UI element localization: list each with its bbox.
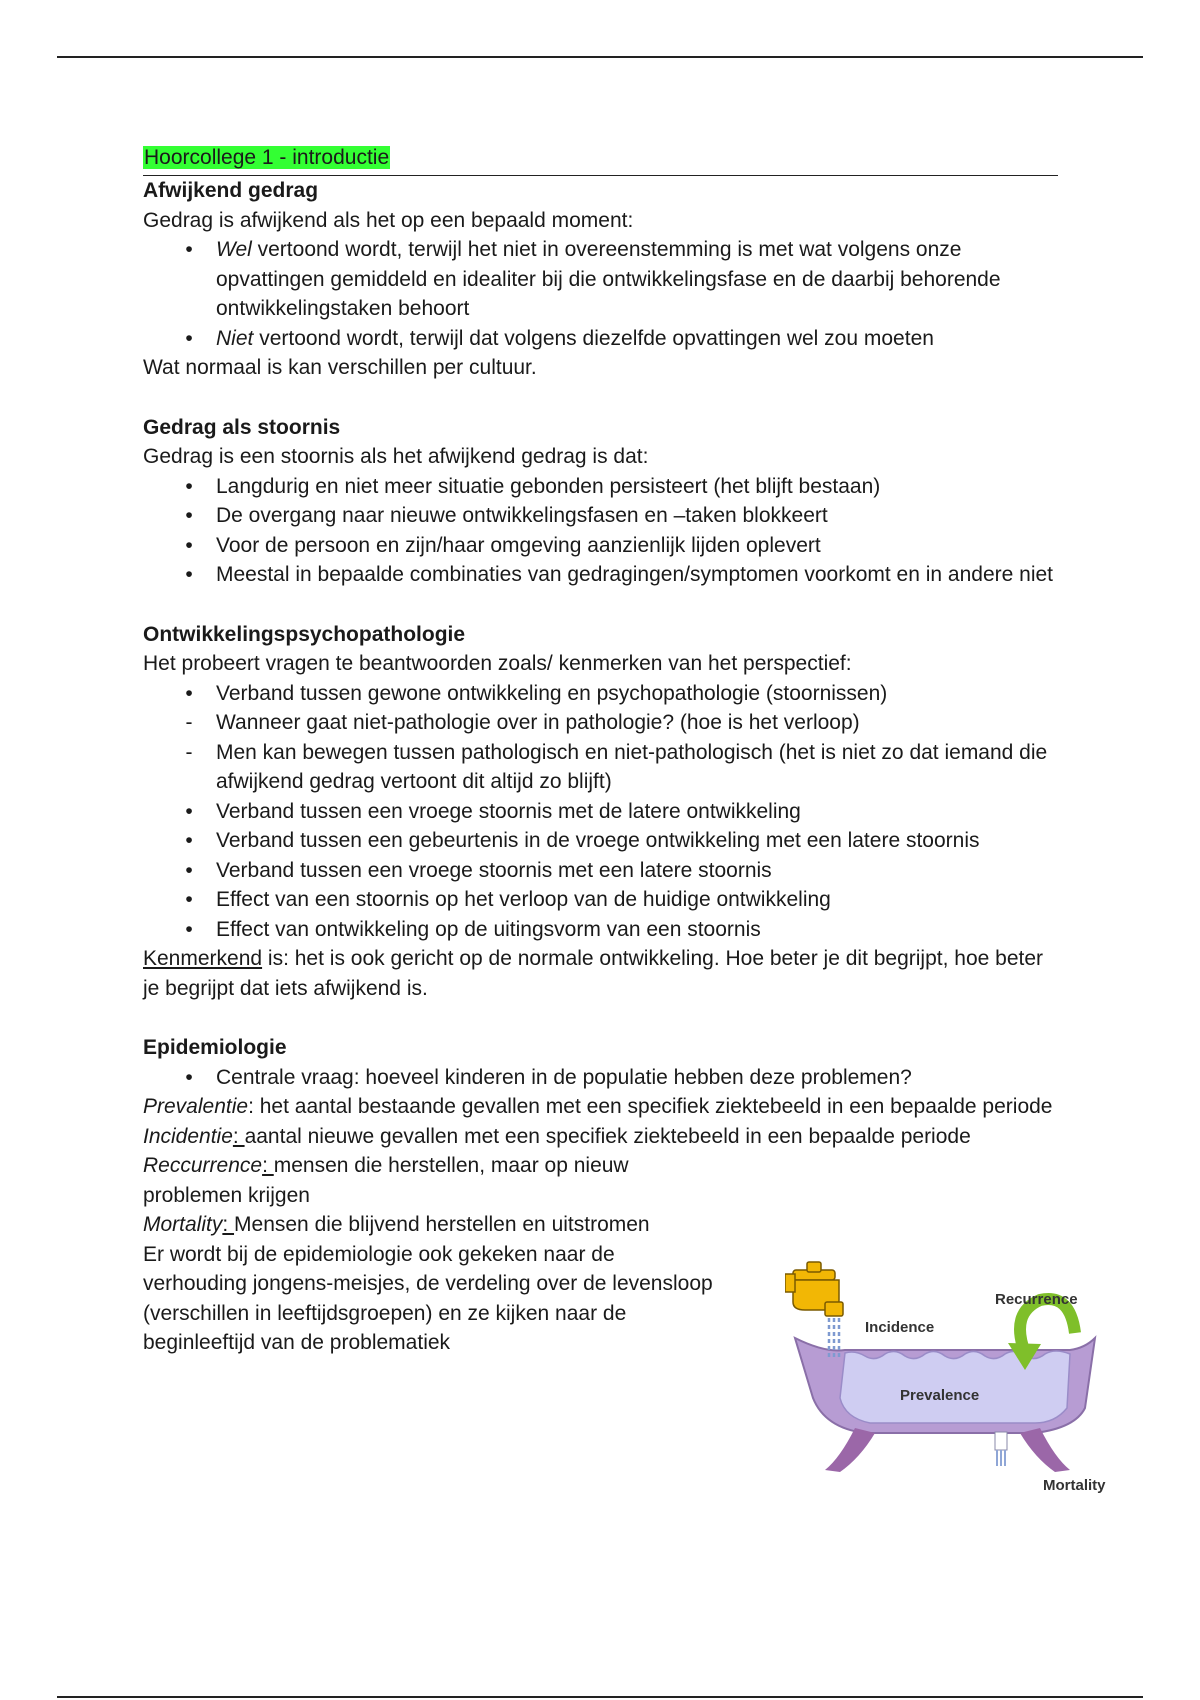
item-text: vertoond wordt, terwijl het niet in overeenstemming is met wat volgens onze opvattingen gemiddeld en idealiter bij die ontwikkelingsfase en de daarbij behorende ontwikkelingstaken behoort bbox=[216, 238, 1001, 320]
list-afwijkend bbox=[143, 235, 1058, 353]
prevalence-label: Prevalence bbox=[900, 1387, 980, 1404]
definition-text: aantal nieuwe gevallen met een specifiek ziektebeeld in een bepaalde periode bbox=[244, 1124, 971, 1148]
outro-afwijkend: Wat normaal is kan verschillen per cultuur. bbox=[143, 356, 537, 379]
bullet-marker: • bbox=[185, 799, 193, 823]
item-text: Effect van ontwikkeling op de uitingsvorm van een stoornis bbox=[216, 917, 761, 941]
bullet-marker: • bbox=[185, 681, 193, 705]
definition-sep: : bbox=[232, 1124, 245, 1148]
item-text: Wanneer gaat niet-pathologie over in pathologie? (hoe is het verloop) bbox=[216, 711, 860, 734]
heading-epidemiologie: Epidemiologie bbox=[143, 1036, 287, 1059]
list-item bbox=[143, 679, 1058, 709]
intro-stoornis: Gedrag is een stoornis als het afwijkend gedrag is dat: bbox=[143, 445, 649, 468]
definition-incidentie bbox=[143, 1122, 1058, 1152]
item-text: Voor de persoon en zijn/haar omgeving aanzienlijk lijden oplevert bbox=[216, 533, 821, 557]
item-text: Effect van een stoornis op het verloop van de huidige ontwikkeling bbox=[216, 888, 831, 911]
heading-ontwikkelingspsychopathologie: Ontwikkelingspsychopathologie bbox=[143, 622, 466, 646]
list-item bbox=[143, 531, 1058, 561]
list-stoornis bbox=[143, 472, 1058, 590]
bullet-marker: • bbox=[185, 504, 193, 527]
list-item bbox=[143, 324, 1058, 354]
item-text: Verband tussen een vroege stoornis met een latere stoornis bbox=[216, 858, 772, 882]
bullet-marker: • bbox=[185, 917, 193, 941]
definition-term: Prevalentie bbox=[143, 1095, 249, 1118]
mortality-label: Mortality bbox=[1043, 1477, 1106, 1494]
list-item bbox=[143, 472, 1058, 502]
outro-ontwikkeling bbox=[143, 944, 1058, 1003]
list-item bbox=[143, 501, 1058, 531]
definition-sep: : bbox=[222, 1213, 235, 1236]
definition-sep: : bbox=[262, 1154, 274, 1177]
intro-ontwikkeling: Het probeert vragen te beantwoorden zoals/ kenmerken van het perspectief: bbox=[143, 652, 852, 675]
document-page bbox=[143, 143, 1058, 1358]
definition-text: mensen die herstellen, maar op nieuw problemen krijgen bbox=[143, 1154, 629, 1207]
item-text: Verband tussen gewone ontwikkeling en psychopathologie (stoornissen) bbox=[216, 681, 888, 705]
title-line bbox=[143, 143, 1058, 176]
bullet-marker: • bbox=[185, 533, 193, 557]
definition-term: Reccurrence bbox=[143, 1154, 263, 1177]
kenmerkend-term: Kenmerkend bbox=[143, 947, 263, 970]
definition-sep: : bbox=[248, 1095, 254, 1118]
list-item bbox=[143, 235, 1058, 324]
definition-mortality bbox=[143, 1210, 723, 1240]
item-text: Meestal in bepaalde combinaties van gedragingen/symptomen voorkomt en in andere niet bbox=[216, 563, 1054, 586]
list-ontwikkeling bbox=[143, 679, 1058, 945]
drain-stream bbox=[997, 1450, 1005, 1466]
item-lead: Wel bbox=[216, 238, 252, 261]
list-item bbox=[143, 738, 1058, 797]
drain bbox=[995, 1432, 1007, 1450]
kenmerkend-text: is: het is ook gericht op de normale ontwikkeling. Hoe beter je dit begrijpt, hoe beter je begrijpt dat iets afwijkend is. bbox=[143, 947, 1044, 1000]
list-item bbox=[143, 1063, 1058, 1093]
item-lead: Niet bbox=[216, 326, 254, 350]
list-item bbox=[143, 885, 1058, 915]
bullet-marker: • bbox=[185, 829, 193, 852]
list-item bbox=[143, 797, 1058, 827]
recurrence-label: Recurrence bbox=[995, 1291, 1078, 1308]
item-text: Verband tussen een vroege stoornis met de latere ontwikkeling bbox=[216, 799, 801, 823]
item-text: Centrale vraag: hoeveel kinderen in de populatie hebben deze problemen? bbox=[216, 1065, 912, 1089]
bullet-marker: • bbox=[185, 858, 193, 882]
bathtub-diagram bbox=[785, 1258, 1125, 1498]
bottom-rule bbox=[57, 1696, 1143, 1698]
list-item bbox=[143, 560, 1058, 590]
item-text: Men kan bewegen tussen pathologisch en niet-pathologisch (het is niet zo dat iemand die afwijkend gedrag vertoont dit altijd zo blijft) bbox=[216, 740, 1048, 793]
item-text: Verband tussen een gebeurtenis in de vroege ontwikkeling met een latere stoornis bbox=[216, 829, 980, 852]
bullet-marker: • bbox=[185, 563, 193, 586]
intro-afwijkend: Gedrag is afwijkend als het op een bepaald moment: bbox=[143, 208, 634, 232]
bullet-marker: • bbox=[185, 474, 193, 498]
heading-afwijkend-gedrag: Afwijkend gedrag bbox=[143, 179, 319, 202]
outro-epidemiologie: Er wordt bij de epidemiologie ook gekeken naar de verhouding jongens-meisjes, de verdeling over de levensloop (verschillen in leeftijdsgroepen) en ze kijken naar de beginleeftijd van de problematiek bbox=[143, 1242, 713, 1354]
item-text: De overgang naar nieuwe ontwikkelingsfasen en –taken blokkeert bbox=[216, 504, 828, 527]
list-item bbox=[143, 826, 1058, 856]
incidence-label: Incidence bbox=[865, 1319, 935, 1336]
list-epidemiologie bbox=[143, 1063, 1058, 1093]
definition-text: Mensen die blijvend herstellen en uitstromen bbox=[234, 1213, 650, 1236]
list-item bbox=[143, 856, 1058, 886]
bathtub-foot-right bbox=[1020, 1428, 1070, 1472]
definition-prevalentie bbox=[143, 1092, 1058, 1122]
bullet-marker: • bbox=[185, 326, 193, 350]
bathtub-foot-left bbox=[825, 1428, 875, 1472]
dash-marker: - bbox=[185, 711, 193, 734]
item-text: vertoond wordt, terwijl dat volgens diezelfde opvattingen wel zou moeten bbox=[253, 326, 934, 350]
heading-gedrag-als-stoornis: Gedrag als stoornis bbox=[143, 415, 341, 439]
bullet-marker: • bbox=[185, 1065, 193, 1089]
list-item bbox=[143, 708, 1058, 738]
definition-text: het aantal bestaande gevallen met een specifiek ziektebeeld in een bepaalde periode bbox=[253, 1095, 1053, 1118]
document-title: Hoorcollege 1 - introductie bbox=[144, 146, 390, 169]
definition-term: Incidentie bbox=[143, 1124, 233, 1148]
bullet-marker: • bbox=[185, 888, 193, 911]
definition-term: Mortality bbox=[143, 1213, 223, 1236]
dash-marker: - bbox=[185, 740, 193, 764]
item-text: Langdurig en niet meer situatie gebonden persisteert (het blijft bestaan) bbox=[216, 474, 881, 498]
bullet-marker: • bbox=[185, 238, 193, 261]
top-rule bbox=[57, 56, 1143, 58]
tap-icon bbox=[785, 1262, 843, 1316]
definition-reccurrence bbox=[143, 1151, 723, 1210]
list-item bbox=[143, 915, 1058, 945]
